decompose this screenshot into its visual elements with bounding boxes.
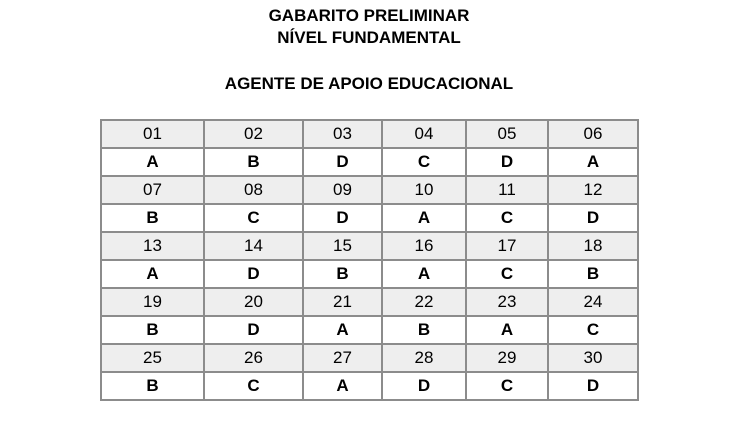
question-number-cell: 26: [204, 344, 303, 372]
question-number-row: [101, 344, 638, 372]
question-number-cell: 21: [303, 288, 382, 316]
answer-cell: D: [204, 316, 303, 344]
answer-cell: C: [466, 372, 548, 400]
answer-row: [101, 372, 638, 400]
answer-key-table: [100, 119, 639, 401]
answer-cell: D: [204, 260, 303, 288]
question-number-cell: 10: [382, 176, 466, 204]
question-number-cell: 06: [548, 120, 638, 148]
answer-cell: B: [101, 204, 204, 232]
answer-row: [101, 260, 638, 288]
answer-cell: A: [101, 260, 204, 288]
question-number-cell: 19: [101, 288, 204, 316]
answer-cell: B: [101, 316, 204, 344]
answer-cell: D: [382, 372, 466, 400]
question-number-cell: 18: [548, 232, 638, 260]
question-number-cell: 09: [303, 176, 382, 204]
question-number-cell: 02: [204, 120, 303, 148]
answer-cell: B: [382, 316, 466, 344]
question-number-row: [101, 176, 638, 204]
question-number-cell: 07: [101, 176, 204, 204]
question-number-cell: 28: [382, 344, 466, 372]
question-number-cell: 13: [101, 232, 204, 260]
answer-cell: A: [303, 316, 382, 344]
answer-cell: C: [548, 316, 638, 344]
question-number-cell: 22: [382, 288, 466, 316]
answer-cell: A: [548, 148, 638, 176]
document-subtitle: NÍVEL FUNDAMENTAL: [277, 28, 461, 47]
question-number-cell: 05: [466, 120, 548, 148]
answer-cell: A: [382, 260, 466, 288]
answer-cell: A: [303, 372, 382, 400]
answer-cell: A: [101, 148, 204, 176]
question-number-cell: 29: [466, 344, 548, 372]
question-number-cell: 15: [303, 232, 382, 260]
answer-cell: B: [548, 260, 638, 288]
question-number-cell: 03: [303, 120, 382, 148]
question-number-cell: 20: [204, 288, 303, 316]
answer-key-body: [101, 120, 638, 400]
answer-cell: C: [204, 372, 303, 400]
question-number-cell: 08: [204, 176, 303, 204]
question-number-cell: 01: [101, 120, 204, 148]
answer-cell: B: [204, 148, 303, 176]
question-number-row: [101, 120, 638, 148]
answer-cell: C: [382, 148, 466, 176]
answer-cell: C: [466, 260, 548, 288]
answer-cell: D: [303, 148, 382, 176]
answer-cell: B: [303, 260, 382, 288]
question-number-cell: 24: [548, 288, 638, 316]
position-title: AGENTE DE APOIO EDUCACIONAL: [224, 74, 514, 93]
question-number-cell: 25: [101, 344, 204, 372]
answer-cell: C: [466, 204, 548, 232]
question-number-cell: 16: [382, 232, 466, 260]
answer-cell: D: [303, 204, 382, 232]
answer-cell: A: [466, 316, 548, 344]
question-number-row: [101, 232, 638, 260]
document-title: GABARITO PRELIMINAR: [268, 6, 470, 25]
question-number-cell: 04: [382, 120, 466, 148]
answer-row: [101, 204, 638, 232]
answer-cell: B: [101, 372, 204, 400]
question-number-cell: 11: [466, 176, 548, 204]
answer-cell: C: [204, 204, 303, 232]
question-number-cell: 23: [466, 288, 548, 316]
answer-cell: A: [382, 204, 466, 232]
question-number-cell: 17: [466, 232, 548, 260]
answer-row: [101, 148, 638, 176]
question-number-cell: 14: [204, 232, 303, 260]
question-number-row: [101, 288, 638, 316]
answer-row: [101, 316, 638, 344]
answer-cell: D: [548, 372, 638, 400]
question-number-cell: 27: [303, 344, 382, 372]
answer-cell: D: [466, 148, 548, 176]
question-number-cell: 12: [548, 176, 638, 204]
question-number-cell: 30: [548, 344, 638, 372]
answer-cell: D: [548, 204, 638, 232]
